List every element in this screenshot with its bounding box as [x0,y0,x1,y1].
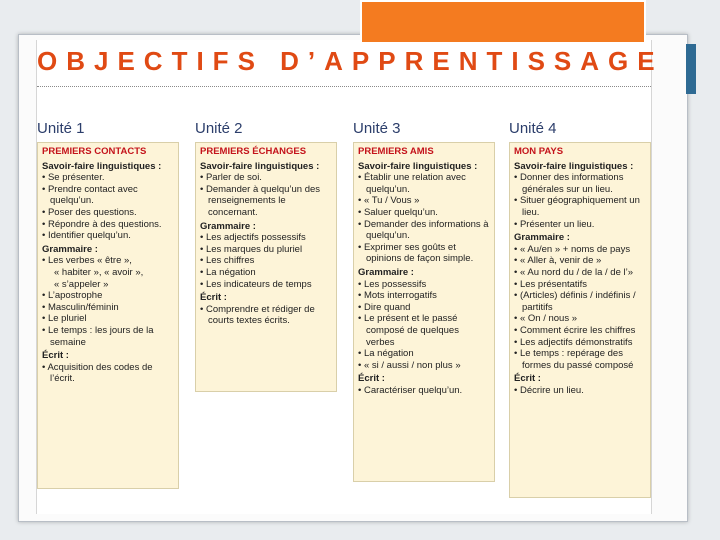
list-item: • La négation [358,348,490,360]
title-divider [37,86,651,87]
list-item: • « Aller à, venir de » [514,255,646,267]
unit-box [37,142,179,489]
page-title: OBJECTIFS D’APPRENTISSAGE [37,46,664,76]
unit-sections [42,161,174,385]
unit-column-2 [195,120,337,392]
list-item: • Dire quand [358,302,490,314]
orange-accent-tab [360,0,646,44]
list-item: • Les chiffres [200,255,332,267]
list-item: • « Au nord du / de la / de l’» [514,267,646,279]
list-item: • Caractériser quelqu’un. [358,385,490,397]
list-item: • Se présenter. [42,172,174,184]
section-label: Grammaire : [200,220,256,232]
section-label: Savoir-faire linguistiques : [358,160,478,172]
list-item: • Décrire un lieu. [514,385,646,397]
unit-box-title: MON PAYS [514,146,564,157]
list-item: • (Articles) définis / indéfinis / partitifs [514,290,646,313]
list-item: « s’appeler » [54,278,109,290]
section-label: Écrit : [358,373,385,385]
list-item: • Les possessifs [358,279,490,291]
list-item: • Poser des questions. [42,207,174,219]
list-item: « habiter », « avoir », [54,266,144,278]
list-item: • Les adjectifs possessifs [200,232,332,244]
list-item: • Parler de soi. [200,172,332,184]
unit-sections [514,161,646,397]
section-label: Savoir-faire linguistiques : [514,160,634,172]
list-item: • « Au/en » + noms de pays [514,244,646,256]
unit-box [509,142,651,498]
unit-box [353,142,495,482]
list-item: • Présenter un lieu. [514,219,646,231]
list-item: • Exprimer ses goûts et opinions de façon simple. [358,242,490,265]
list-item: • Identifier quelqu’un. [42,230,174,242]
list-item: • Donner des informations générales sur un lieu. [514,172,646,195]
unit-box-title: PREMIERS AMIS [358,146,434,157]
list-item: • Les présentatifs [514,279,646,291]
list-item: • Le temps : les jours de la semaine [42,325,174,348]
list-item: • Demander des informations à quelqu’un. [358,219,490,242]
section-label: Grammaire : [358,266,414,278]
section-label: Écrit : [514,373,541,385]
list-item: • Répondre à des questions. [42,219,174,231]
unit-sections [200,161,332,327]
list-item: • Le pluriel [42,313,174,325]
section-label: Grammaire : [514,232,570,244]
unit-box [195,142,337,392]
unit-column-3 [353,120,495,482]
list-item: • « si / aussi / non plus » [358,360,490,372]
list-item: • Acquisition des codes de l’écrit. [42,362,174,385]
list-item: • Masculin/féminin [42,302,174,314]
list-item: • Prendre contact avec quelqu’un. [42,184,174,207]
unit-heading: Unité 4 [509,120,557,137]
section-label: Grammaire : [42,243,98,255]
unit-heading: Unité 2 [195,120,243,137]
list-item: • « Tu / Vous » [358,195,490,207]
slide-content [36,40,664,514]
list-item: • Établir une relation avec quelqu’un. [358,172,490,195]
unit-heading: Unité 3 [353,120,401,137]
list-item: • Le temps : repérage des formes du passé composé [514,348,646,371]
list-item: • Demander à quelqu’un des renseignements le concernant. [200,184,332,219]
list-item: • « On / nous » [514,313,646,325]
section-label: Écrit : [42,350,69,362]
list-item: • Mots interrogatifs [358,290,490,302]
list-item: • Les verbes « être », [42,255,174,267]
list-item: • Les indicateurs de temps [200,279,332,291]
list-item: • Les marques du pluriel [200,244,332,256]
list-item: • L’apostrophe [42,290,174,302]
list-item: • Saluer quelqu’un. [358,207,490,219]
section-label: Écrit : [200,292,227,304]
unit-column-4 [509,120,651,498]
unit-heading: Unité 1 [37,120,85,137]
list-item: • Situer géographiquement un lieu. [514,195,646,218]
section-label: Savoir-faire linguistiques : [200,160,320,172]
list-item: • Le présent et le passé composé de quelques verbes [358,313,490,348]
list-item: • Les adjectifs démonstratifs [514,337,646,349]
unit-sections [358,161,490,397]
list-item: • Comprendre et rédiger de courts textes écrits. [200,304,332,327]
section-label: Savoir-faire linguistiques : [42,160,162,172]
blue-accent-strip [686,44,696,94]
list-item: • Comment écrire les chiffres [514,325,646,337]
list-item: • La négation [200,267,332,279]
unit-column-1 [37,120,179,489]
unit-box-title: PREMIERS CONTACTS [42,146,147,157]
unit-box-title: PREMIERS ÉCHANGES [200,146,307,157]
